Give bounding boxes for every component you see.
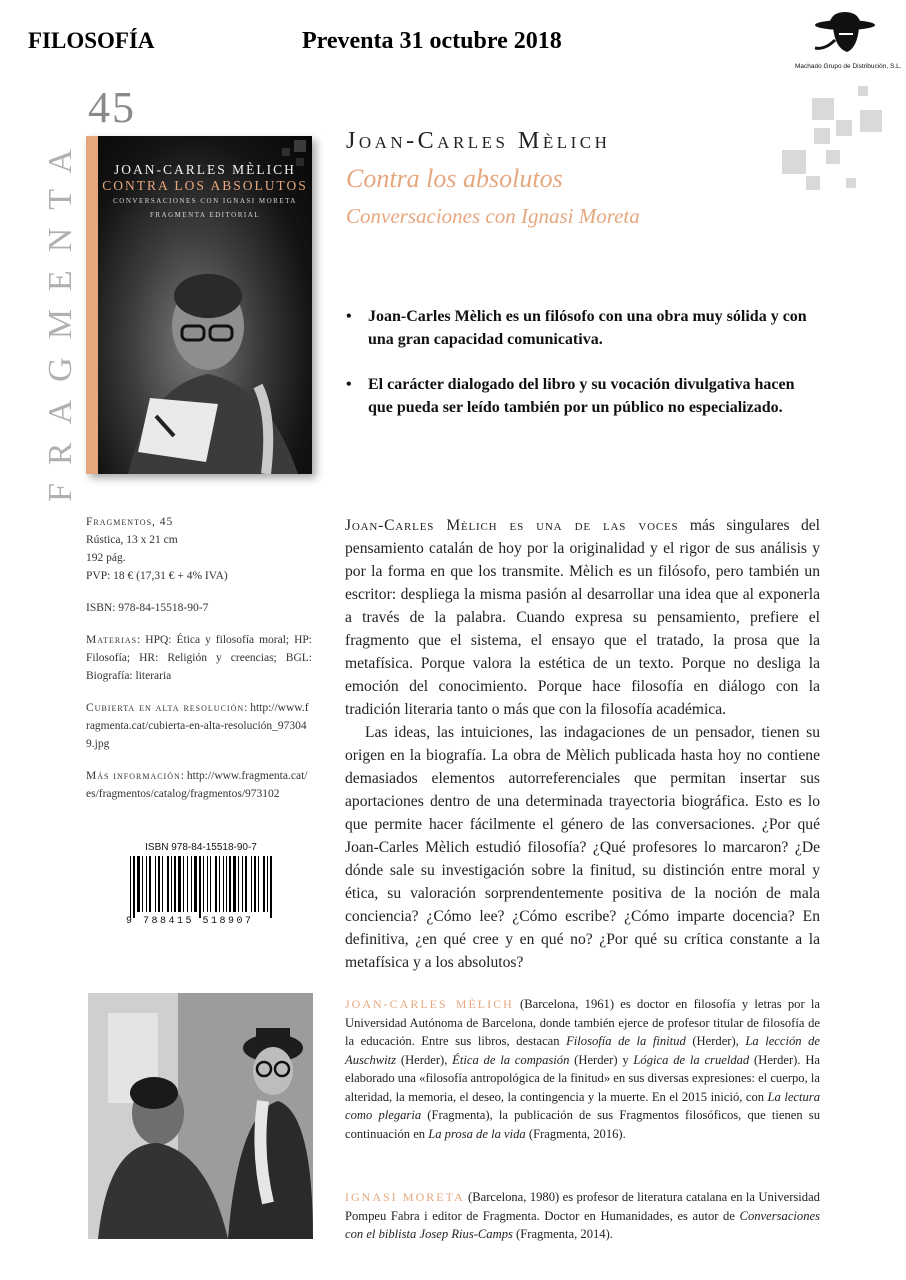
bio-book-title: Lógica de la crueldad bbox=[633, 1052, 750, 1067]
meta-price: PVP: 18 € (17,31 € + 4% IVA) bbox=[86, 570, 228, 582]
barcode-bar bbox=[187, 856, 188, 912]
barcode-bar bbox=[251, 856, 252, 912]
barcode-bar bbox=[162, 856, 163, 912]
barcode-bars bbox=[126, 856, 276, 918]
presale-date: Preventa 31 octubre 2018 bbox=[302, 28, 562, 54]
barcode-bar bbox=[194, 856, 197, 912]
barcode-bar bbox=[149, 856, 151, 912]
distributor-logo-icon bbox=[795, 10, 895, 60]
book-description bbox=[345, 514, 820, 974]
bio-text: (Fragmenta), la publicación de sus Fragmentos filosóficos, que tienen su continuación en bbox=[345, 1108, 820, 1141]
bio-text: (Fragmenta, 2016). bbox=[525, 1126, 626, 1141]
authors-photo-image bbox=[88, 993, 313, 1239]
barcode-bar bbox=[137, 856, 140, 912]
bio-book-title: Conversaciones con el biblista Josep Rius-Camps bbox=[345, 1208, 820, 1241]
barcode-bar bbox=[171, 856, 172, 912]
cover-subtitle: CONVERSACIONES CON IGNASI MORETA bbox=[113, 197, 297, 205]
highlight-item bbox=[346, 373, 822, 419]
meta-cover-link[interactable] bbox=[86, 699, 312, 753]
barcode-bar bbox=[223, 856, 224, 912]
description-paragraph-1 bbox=[345, 514, 820, 721]
author-bio-name: JOAN-CARLES MÈLICH bbox=[345, 997, 514, 1011]
bio-book-title: La lectura como plegaria bbox=[345, 1089, 821, 1122]
meta-subjects-text: : HPQ: Ética y filosofía moral; HP: Filosofía; HR: Religión y creencias; BGL: Biografía: literaria bbox=[86, 634, 312, 682]
bio-text: (Herder). Ha elaborado una «filosofía antropológica de la finitud» en sus diversas expresiones: el cuerpo, la alteridad, la memoria, el deseo, la contingencia y la muerte. En el 2015 inició, con bbox=[345, 1052, 820, 1104]
barcode-bar bbox=[210, 856, 211, 912]
barcode-digits: 9 788415 518907 bbox=[126, 916, 254, 927]
meta-pages: 192 pág. bbox=[86, 552, 126, 564]
cover-title: CONTRA LOS ABSOLUTOS bbox=[102, 178, 308, 193]
bio-book-title: Ética de la compasión bbox=[452, 1052, 570, 1067]
bio-book-title: La prosa de la vida bbox=[428, 1126, 526, 1141]
highlight-text: El carácter dialogado del libro y su vocación divulgativa hacen que pueda ser leído también por un público no especializado. bbox=[368, 376, 795, 416]
distributor-name: Machado Grupo de Distribución, S.L. bbox=[795, 63, 902, 70]
barcode-bar bbox=[242, 856, 243, 912]
barcode-isbn: ISBN 978-84-15518-90-7 bbox=[145, 842, 257, 853]
bullet-icon: • bbox=[346, 376, 352, 393]
meta-info-url[interactable]: : http://www.fragmenta.cat/es/fragmentos/catalog/fragmentos/973102 bbox=[86, 770, 308, 800]
series-vertical-label: FRAGMENTA bbox=[42, 131, 79, 502]
bio-text: (Fragmenta, 2014). bbox=[512, 1227, 613, 1241]
cover-portrait-image bbox=[98, 266, 312, 474]
barcode-bar bbox=[155, 856, 156, 912]
highlight-item bbox=[346, 305, 822, 351]
authors-photo bbox=[88, 993, 313, 1239]
cover-publisher: FRAGMENTA EDITORIAL bbox=[149, 211, 261, 219]
category-label: FILOSOFÍA bbox=[28, 28, 155, 53]
editor-bio bbox=[345, 1188, 820, 1244]
barcode-bar bbox=[183, 856, 184, 912]
barcode-bar bbox=[203, 856, 204, 912]
highlights-list bbox=[346, 305, 822, 441]
barcode-bar bbox=[130, 856, 131, 918]
series-number: 45 bbox=[88, 83, 136, 132]
barcode-bar bbox=[258, 856, 259, 912]
bio-text: (Herder), bbox=[685, 1034, 746, 1048]
book-metadata bbox=[86, 513, 312, 803]
bio-book-title: Filosofía de la finitud bbox=[566, 1034, 686, 1048]
barcode-bar bbox=[174, 856, 176, 912]
author-bio bbox=[345, 995, 820, 1143]
bio-text: (Barcelona, 1980) es profesor de literatura catalana en la Universidad Pompeu Fabra i editor de Fragmenta. Doctor en Humanidades, es autor de bbox=[345, 1190, 820, 1223]
meta-isbn: ISBN: 978-84-15518-90-7 bbox=[86, 602, 209, 614]
barcode-bar bbox=[199, 856, 201, 918]
cover-author: JOAN-CARLES MÈLICH bbox=[114, 162, 296, 177]
barcode-bar bbox=[207, 856, 208, 912]
meta-subjects bbox=[86, 631, 312, 685]
book-title: Contra los absolutos bbox=[346, 164, 563, 193]
barcode-bar bbox=[233, 856, 236, 912]
barcode-bar bbox=[219, 856, 220, 912]
meta-info-link[interactable] bbox=[86, 767, 312, 803]
description-lead: Joan-Carles Mèlich es una de las voces bbox=[345, 517, 679, 534]
bio-text: (Herder), bbox=[396, 1052, 453, 1067]
distributor-logo bbox=[795, 10, 902, 70]
barcode-bar bbox=[263, 856, 265, 912]
meta-collection: Fragmentos, 45 bbox=[86, 516, 174, 528]
barcode-bar bbox=[226, 856, 227, 912]
description-p1-text: más singulares del pensamiento catalán de hoy por la originalidad y el rigor de sus análisis y por la forma en que los transmite. Mèlich es un filósofo, pero también un escritor: despliega la misma pasión al desarrollar una idea que al exponerla a través de la palabra. Cuando expresa su pensamiento, prefiere el fragmento que el sistema, el ensayo que el tratado, la prosa que la metafísica. Porque valora la estética de un texto. Porque no desliga la emoción del conocimiento. Porque hace filosofía en diálogo con la tradición literaria tanto o más que con la filosofía académica. bbox=[345, 517, 820, 718]
barcode-bar bbox=[267, 856, 268, 912]
bio-text: (Herder) y bbox=[569, 1052, 634, 1067]
meta-info-label: Más información bbox=[86, 770, 181, 782]
meta-binding: Rústica, 13 x 21 cm bbox=[86, 534, 178, 546]
barcode-bar bbox=[146, 856, 147, 912]
barcode-bar bbox=[142, 856, 143, 912]
description-paragraph-2: Las ideas, las intuiciones, las indagaciones de un pensador, tienen su origen en la biografía. La obra de Mèlich publicada hasta hoy no contiene demasiados elementos autorreferenciales que permitan insertar sus aportaciones dentro de una determinada trayectoria biográfica. Esto es lo que permite hacer fácilmente el género de las conversaciones. ¿Por qué Joan-Carles Mèlich estudió filosofía? ¿Qué profesores lo marcaron? ¿De dónde sale su investigación sobre la finitud, su distinción entre moral y ética, su valoración sorprendentemente positiva de la noción de mala conciencia? ¿Cómo lee? ¿Cómo escribe? ¿Cómo imparte docencia? En definitiva, ¿en qué cree y en qué no? ¿Por qué su crítica constante a la metafísica y a los absolutos? bbox=[345, 724, 820, 971]
highlight-text: Joan-Carles Mèlich es un filósofo con una obra muy sólida y con una gran capacidad comunicativa. bbox=[368, 308, 807, 348]
barcode-bar bbox=[270, 856, 272, 918]
bio-book-title: La lección de Auschwitz bbox=[345, 1034, 820, 1067]
barcode-bar bbox=[229, 856, 231, 912]
barcode-bar bbox=[133, 856, 135, 918]
book-author: Joan-Carles Mèlich bbox=[346, 128, 611, 154]
barcode-bar bbox=[167, 856, 169, 912]
bullet-icon: • bbox=[346, 308, 352, 325]
barcode-bar bbox=[215, 856, 217, 912]
barcode bbox=[126, 842, 276, 932]
barcode-bar bbox=[191, 856, 192, 912]
book-cover bbox=[86, 136, 312, 474]
editor-bio-name: IGNASI MORETA bbox=[345, 1190, 465, 1204]
meta-cover-url[interactable]: : http://www.fragmenta.cat/cubierta-en-alta-resolución_973049.jpg bbox=[86, 702, 309, 750]
bio-text: (Barcelona, 1961) es doctor en filosofía y letras por la Universidad Autónoma de Barcelona, donde también ejerce de profesor titular de filosofía de la educación. Entre sus libros, destacan bbox=[345, 997, 821, 1048]
barcode-bar bbox=[158, 856, 160, 912]
barcode-bar bbox=[178, 856, 181, 912]
meta-subjects-label: Materias bbox=[86, 634, 138, 646]
barcode-bar bbox=[245, 856, 247, 912]
book-subtitle: Conversaciones con Ignasi Moreta bbox=[346, 204, 640, 228]
barcode-bar bbox=[254, 856, 256, 912]
meta-cover-label: Cubierta en alta resolución bbox=[86, 702, 245, 714]
barcode-bar bbox=[238, 856, 239, 912]
